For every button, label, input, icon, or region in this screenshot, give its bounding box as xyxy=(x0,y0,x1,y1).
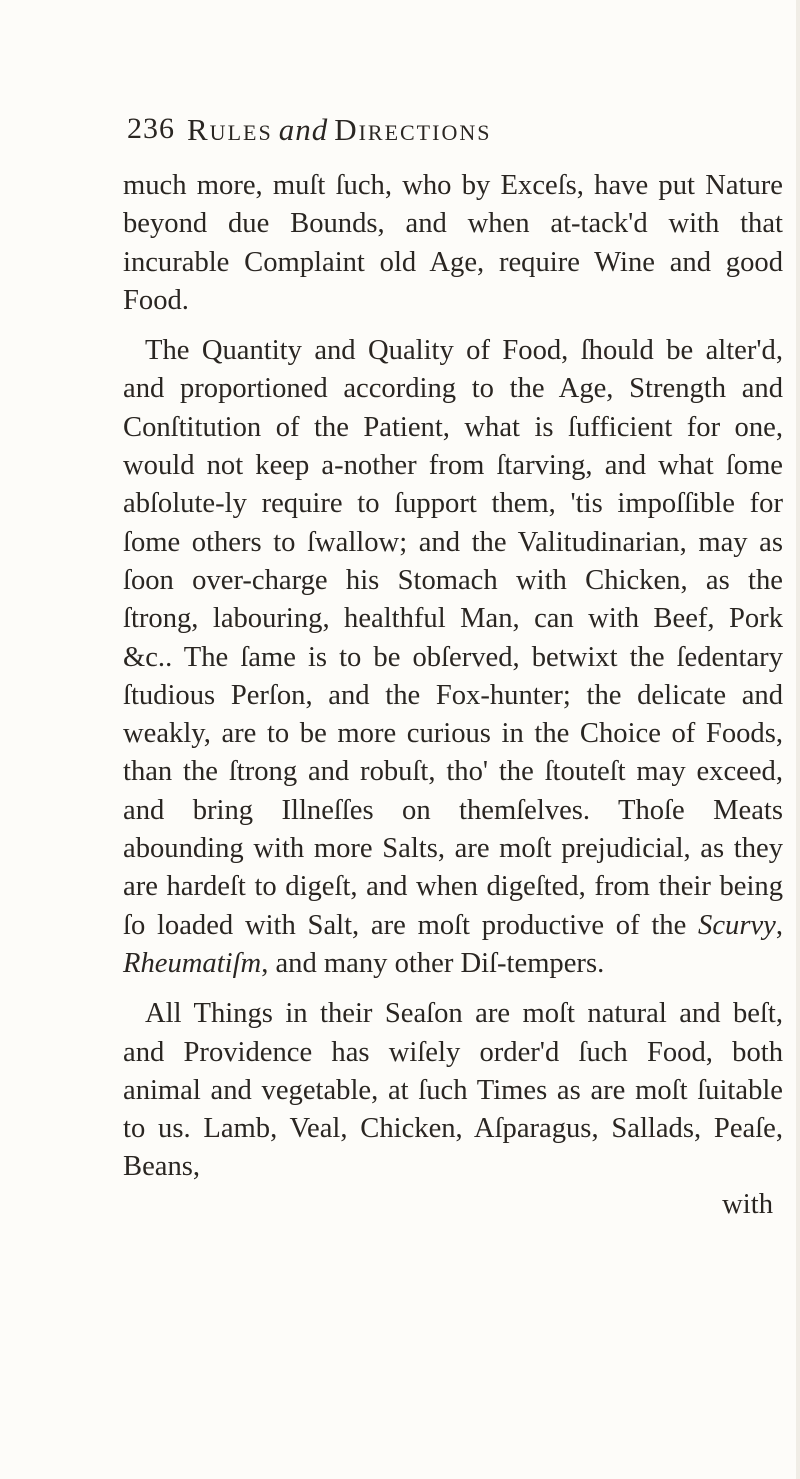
paragraph-2-text-a: The Quantity and Quality of Food, ſhould be alter'd, and proportioned according to the Age, Strength and Conſtitution of the Patient, what is ſufficient for one, would not keep a-nother from ſtarving, and what ſome abſolute-ly require to ſupport them, 'tis impoſſible for ſome others to ſwallow; and the Valitudinarian, may as ſoon over-charge his Stomach with Chicken, as the ſtrong, labouring, healthful Man, can with Beef, Pork &c.. The ſame is to be obſerved, betwixt the ſedentary ſtudious Perſon, and the Fox-hunter; the delicate and weakly, are to be more curious in the Choice of Foods, than the ſtrong and robuſt, tho' the ſtouteſt may exceed, and bring Illneſſes on themſelves. Thoſe Meats abounding with more Salts, are moſt prejudicial, as they are hardeſt to digeſt, and when digeſted, from their being ſo loaded with Salt, are moſt productive of the xyxy=(123,335,783,941)
paragraph-2-italic-scurvy: Scurvy xyxy=(698,909,776,941)
paragraph-2-italic-rheumatism: Rheumatiſm xyxy=(123,947,262,979)
running-head xyxy=(127,112,792,152)
paragraph-2-separator: , xyxy=(775,909,783,941)
paragraph-2-text-b: , and many other Diſ-tempers. xyxy=(261,947,605,979)
catchword: with xyxy=(722,1189,773,1220)
body-text xyxy=(123,167,783,1220)
page-number: 236 xyxy=(127,112,175,145)
page-edge xyxy=(796,0,800,1479)
running-title-and: and xyxy=(278,112,329,147)
paragraph-2 xyxy=(123,332,783,983)
running-title-directions: Directions xyxy=(334,112,492,147)
paragraph-1: much more, muſt ſuch, who by Exceſs, have put Nature beyond due Bounds, and when at-tack'd with that incurable Complaint old Age, require Wine and good Food. xyxy=(123,170,783,316)
running-title-rules: Rules xyxy=(187,112,273,147)
paragraph-3: All Things in their Seaſon are moſt natural and beſt, and Providence has wiſely order'd ſuch Food, both animal and vegetable, at ſuch Times as are moſt ſuitable to us. Lamb, Veal, Chicken, Aſparagus, Sallads, Peaſe, Beans, xyxy=(123,998,783,1183)
running-title xyxy=(187,112,491,148)
